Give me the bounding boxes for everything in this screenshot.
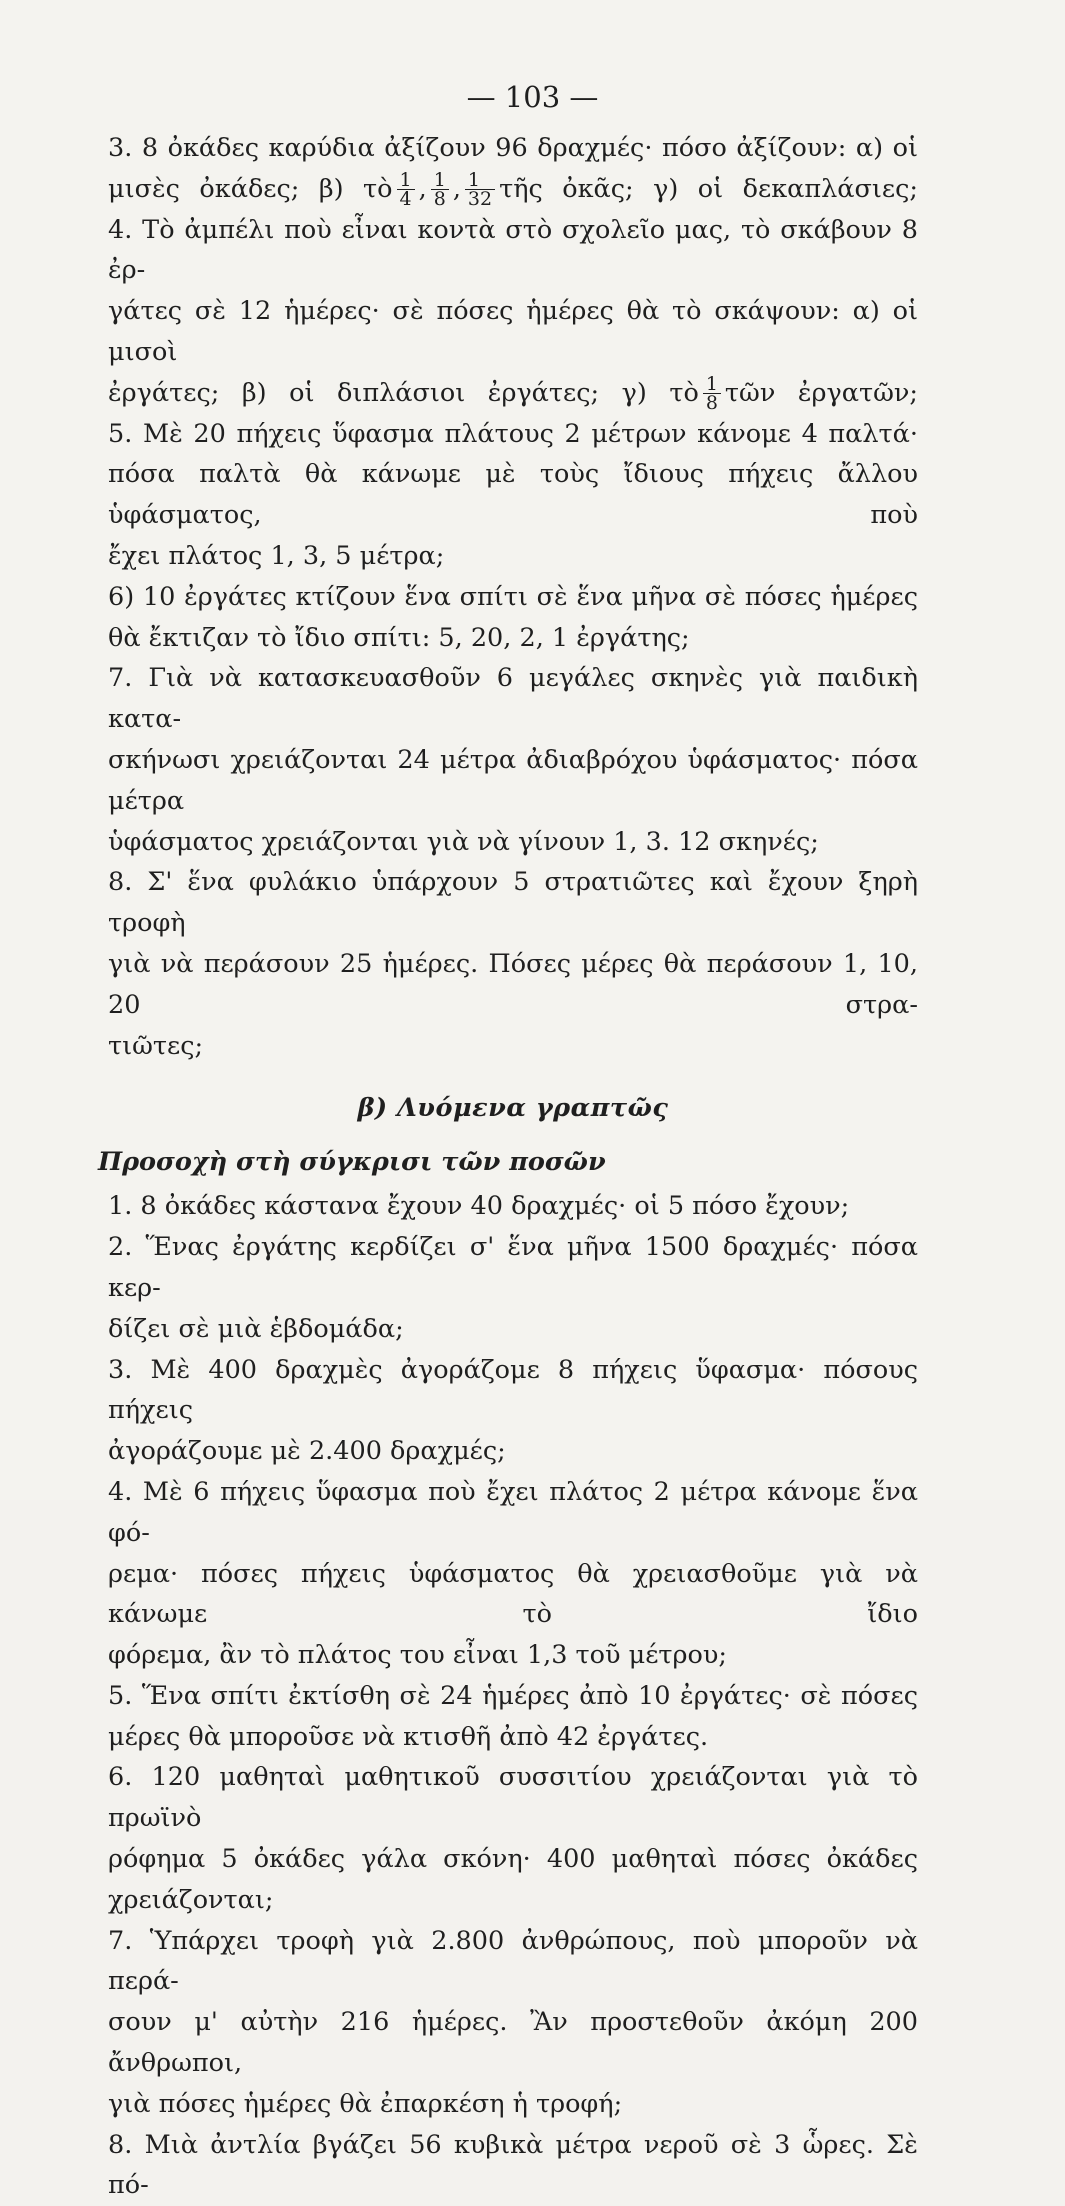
text-line: γάτες σὲ 12 ἡμέρες· σὲ πόσες ἡμέρες θὰ τὸ σκάψουν: α) οἱ μισοὶ <box>108 296 918 367</box>
text-line: σουν μ' αὐτὴν 216 ἡμέρες. Ἂν προστεθοῦν ἀκόμη 200 ἄνθρωποι, <box>108 2007 918 2079</box>
text-line: 7. Γιὰ νὰ κατασκευασθοῦν 6 μεγάλες σκηνὲς γιὰ παιδικὴ κατα- <box>108 663 918 735</box>
text-line: ἀγοράζουμε μὲ 2.400 δραχμές; <box>108 1436 506 1467</box>
fraction-denominator: 8 <box>705 392 718 415</box>
text-fragment: τῆς ὀκᾶς; γ) οἱ δεκαπλάσιες; <box>499 173 918 204</box>
fraction-denominator: 4 <box>399 188 412 211</box>
text-line: 8. Σ' ἕνα φυλάκιο ὑπάρχουν 5 στρατιῶτες καὶ ἔχουν ξηρὴ τροφὴ <box>108 867 918 939</box>
text-line: μέρες θὰ μποροῦσε νὰ κτισθῆ ἀπὸ 42 ἐργάτες. <box>108 1721 709 1752</box>
text-line: 4. Μὲ 6 πήχεις ὕφασμα ποὺ ἔχει πλάτος 2 μέτρα κάνομε ἕνα φό- <box>108 1476 918 1548</box>
text-fragment: ἐργάτες; β) οἱ διπλάσιοι ἐργάτες; γ) τὸ <box>108 377 699 408</box>
text-line: 1. 8 ὀκάδες κάστανα ἔχουν 40 δραχμές· οἱ 5 πόσο ἔχουν; <box>108 1191 850 1222</box>
fraction-numerator: 1 <box>397 171 415 190</box>
text-line: ρόφημα 5 ὀκάδες γάλα σκόνη· 400 μαθηταὶ πόσες ὀκάδες χρειάζονται; <box>108 1844 918 1915</box>
text-line: 5. Ἕνα σπίτι ἐκτίσθη σὲ 24 ἡμέρες ἀπὸ 10 ἐργάτες· σὲ πόσες <box>108 1680 918 1711</box>
fraction-one-eighth <box>431 169 449 211</box>
text-line: ὑφάσματος χρειάζονται γιὰ νὰ γίνουν 1, 3. 12 σκηνές; <box>108 826 819 857</box>
text-line: 3. Μὲ 400 δραχμὲς ἀγοράζομε 8 πήχεις ὕφασμα· πόσους πήχεις <box>108 1354 918 1426</box>
text-fragment: τῶν ἐργατῶν; <box>724 377 918 408</box>
text-fragment: μισὲς ὀκάδες; β) τὸ <box>108 173 393 204</box>
text-line: ρεμα· πόσες πήχεις ὑφάσματος θὰ χρειασθοῦμε γιὰ νὰ κάνωμε τὸ ἴδιο <box>108 1558 918 1630</box>
fraction-one-quarter <box>397 169 415 211</box>
fraction-one-eighth <box>703 373 721 415</box>
fraction-denominator: 32 <box>467 188 493 211</box>
text-line: γιὰ νὰ περάσουν 25 ἡμέρες. Πόσες μέρες θὰ περάσουν 1, 10, 20 στρα- <box>108 948 918 1020</box>
text-line: 7. Ὑπάρχει τροφὴ γιὰ 2.800 ἀνθρώπους, ποὺ μποροῦν νὰ περά- <box>108 1925 918 1997</box>
text-line: ἔχει πλάτος 1, 3, 5 μέτρα; <box>108 540 445 571</box>
text-line: σκήνωσι χρειάζονται 24 μέτρα ἀδιαβρόχου ὑφάσματος· πόσα μέτρα <box>108 744 918 816</box>
text-line: 5. Μὲ 20 πήχεις ὕφασμα πλάτους 2 μέτρων κάνομε 4 παλτά· <box>108 418 918 449</box>
fraction-numerator: 1 <box>703 375 721 394</box>
text-line: γιὰ πόσες ἡμέρες θὰ ἐπαρκέση ἡ τροφή; <box>108 2088 623 2119</box>
text-line-with-fractions: μισὲς ὀκάδες; β) τὸ $\frac{1}{4}$ , $\frac{1}{8}$ , $\frac{1}{32}$ τῆς ὀκᾶς; γ) οἱ δεκαπλάσιες; <box>108 169 918 211</box>
text-line: 2. Ἕνας ἐργάτης κερδίζει σ' ἕνα μῆνα 1500 δραχμές· πόσα κερ- <box>108 1232 918 1303</box>
fraction-one-thirty-second <box>465 169 495 211</box>
text-line-with-fraction <box>108 373 918 414</box>
text-line: 6. 120 μαθηταὶ μαθητικοῦ συσσιτίου χρειάζονται γιὰ τὸ πρωϊνὸ <box>108 1762 918 1834</box>
text-line: 8. Μιὰ ἀντλία βγάζει 56 κυβικὰ μέτρα νεροῦ σὲ 3 ὧρες. Σὲ πό- <box>108 2129 918 2201</box>
text-line: θὰ ἔκτιζαν τὸ ἴδιο σπίτι: 5, 20, 2, 1 ἐργάτης; <box>108 622 690 653</box>
text-line: 6) 10 ἐργάτες κτίζουν ἕνα σπίτι σὲ ἕνα μῆνα σὲ πόσες ἡμέρες <box>108 581 918 612</box>
fraction-denominator: 8 <box>433 188 446 211</box>
text-line: τιῶτες; <box>108 1030 204 1061</box>
text-line: 4. Τὸ ἀμπέλι ποὺ εἶναι κοντὰ στὸ σχολεῖο μας, τὸ σκάβουν 8 ἐρ- <box>108 214 918 286</box>
text-line: δίζει σὲ μιὰ ἑβδομάδα; <box>108 1313 404 1344</box>
subheading: Προσοχὴ στὴ σύγκρισι τῶν ποσῶν <box>98 1147 606 1178</box>
fraction-numerator: 1 <box>431 171 449 190</box>
page-number: — 103 — <box>466 80 599 114</box>
section-title: β) Λυόμενα γραπτῶς <box>357 1093 669 1124</box>
text-line: φόρεμα, ἂν τὸ πλάτος του εἶναι 1,3 τοῦ μέτρου; <box>108 1640 727 1671</box>
fraction-numerator: 1 <box>465 171 495 190</box>
text-line: πόσα παλτὰ θὰ κάνωμε μὲ τοὺς ἴδιους πήχεις ἄλλου ὑφάσματος, ποὺ <box>108 459 918 531</box>
text-line: 3. 8 ὀκάδες καρύδια ἀξίζουν 96 δραχμές· πόσο ἀξίζουν: α) οἱ <box>108 133 918 163</box>
page-content <box>98 128 918 2206</box>
